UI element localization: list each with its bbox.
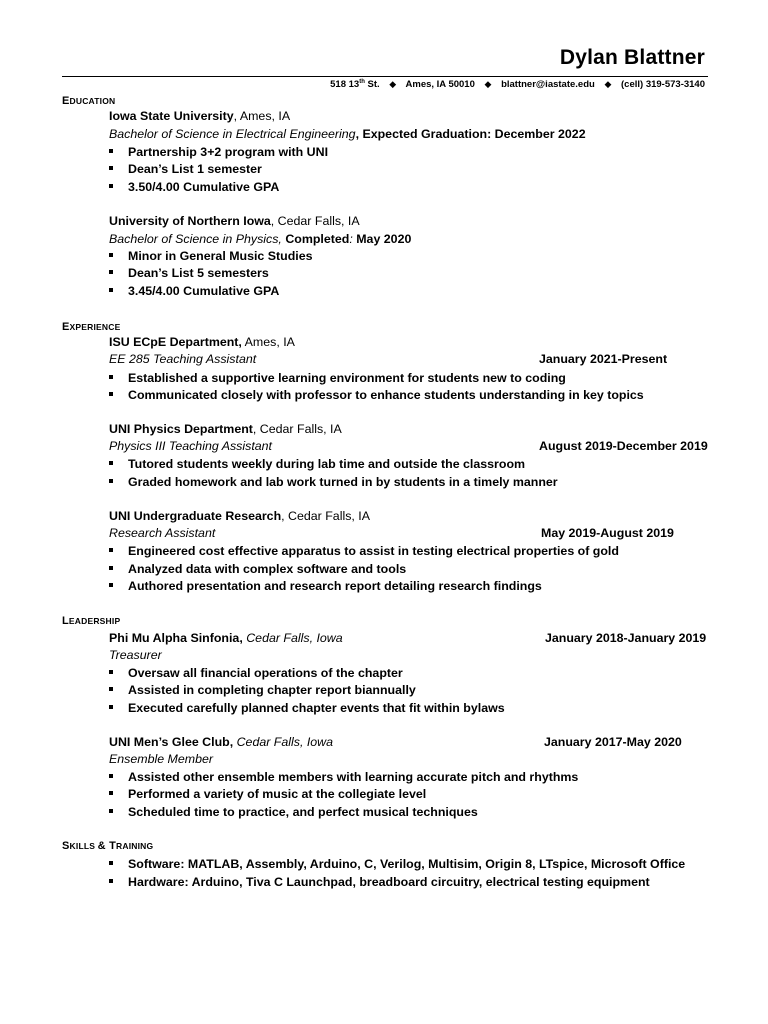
leadership-role: Treasurer [109, 648, 162, 662]
education-degree-uni: Bachelor of Science in Physics, Completed: May 2020 [109, 232, 412, 246]
leadership-dates: January 2018-January 2019 [545, 631, 707, 645]
list-item: Software: MATLAB, Assembly, Arduino, C, Verilog, Multisim, Origin 8, LTspice, Microsoft Office [109, 857, 685, 872]
list-item: Executed carefully planned chapter events that fit within bylaws [109, 701, 505, 716]
list-item: Dean’s List 5 semesters [109, 266, 269, 281]
education-degree-isu: Bachelor of Science in Electrical Engineering, Expected Graduation: December 2022 [109, 127, 586, 141]
experience-entry-isu-ecpe: ISU ECpE Department, Ames, IA [109, 335, 295, 349]
diamond-separator-icon: ◆ [389, 79, 397, 89]
diamond-separator-icon: ◆ [484, 79, 492, 89]
list-item: Analyzed data with complex software and tools [109, 562, 406, 577]
list-item: Performed a variety of music at the collegiate level [109, 787, 426, 802]
address-suffix: th [359, 79, 365, 85]
contact-line [330, 79, 705, 90]
education-entry-isu: Iowa State University, Ames, IA [109, 109, 291, 123]
experience-role: Research Assistant [109, 526, 216, 540]
list-item: Hardware: Arduino, Tiva C Launchpad, breadboard circuitry, electrical testing equipment [109, 875, 650, 890]
list-item: 3.45/4.00 Cumulative GPA [109, 284, 279, 299]
list-item: Authored presentation and research report detailing research findings [109, 579, 542, 594]
diamond-separator-icon: ◆ [604, 79, 612, 89]
experience-entry-uni-physics: UNI Physics Department, Cedar Falls, IA [109, 422, 342, 436]
city-state-zip: Ames, IA 50010 [405, 79, 475, 90]
list-item: Dean’s List 1 semester [109, 162, 262, 177]
list-item: Assisted other ensemble members with learning accurate pitch and rhythms [109, 770, 578, 785]
leadership-dates: January 2017-May 2020 [544, 735, 682, 749]
phone-number: (cell) 319-573-3140 [621, 79, 705, 90]
experience-role: Physics III Teaching Assistant [109, 439, 272, 453]
list-item: Communicated closely with professor to enhance students understanding in key topics [109, 388, 644, 403]
list-item: Established a supportive learning environment for students new to coding [109, 371, 566, 386]
experience-dates: January 2021-Present [539, 352, 668, 366]
experience-dates: May 2019-August 2019 [541, 526, 674, 540]
section-heading-leadership: LEADERSHIP [62, 615, 121, 627]
list-item: 3.50/4.00 Cumulative GPA [109, 180, 279, 195]
list-item: Tutored students weekly during lab time and outside the classroom [109, 457, 525, 472]
list-item: Scheduled time to practice, and perfect musical techniques [109, 805, 478, 820]
experience-entry-uni-research: UNI Undergraduate Research, Cedar Falls, IA [109, 509, 370, 523]
list-item: Partnership 3+2 program with UNI [109, 145, 328, 160]
leadership-entry-phi-mu-alpha: Phi Mu Alpha Sinfonia, Cedar Falls, Iowa [109, 631, 343, 645]
header-rule [62, 76, 708, 77]
experience-dates: August 2019-December 2019 [539, 439, 708, 453]
list-item: Oversaw all financial operations of the chapter [109, 666, 403, 681]
section-heading-skills: SKILLS & TRAINING [62, 840, 154, 852]
list-item: Minor in General Music Studies [109, 249, 313, 264]
section-heading-experience: EXPERIENCE [62, 321, 121, 333]
leadership-role: Ensemble Member [109, 752, 213, 766]
address-street: St. [364, 79, 380, 90]
list-item: Engineered cost effective apparatus to assist in testing electrical properties of gold [109, 544, 619, 559]
list-item: Graded homework and lab work turned in by students in a timely manner [109, 475, 558, 490]
list-item: Assisted in completing chapter report biannually [109, 683, 416, 698]
education-entry-uni: University of Northern Iowa, Cedar Falls, IA [109, 214, 360, 228]
experience-role: EE 285 Teaching Assistant [109, 352, 257, 366]
candidate-name: Dylan Blattner [559, 46, 705, 69]
section-heading-education: EDUCATION [62, 95, 116, 107]
leadership-entry-glee-club: UNI Men’s Glee Club, Cedar Falls, Iowa [109, 735, 334, 749]
address-number: 518 13 [330, 79, 360, 90]
email-address: blattner@iastate.edu [501, 79, 595, 90]
